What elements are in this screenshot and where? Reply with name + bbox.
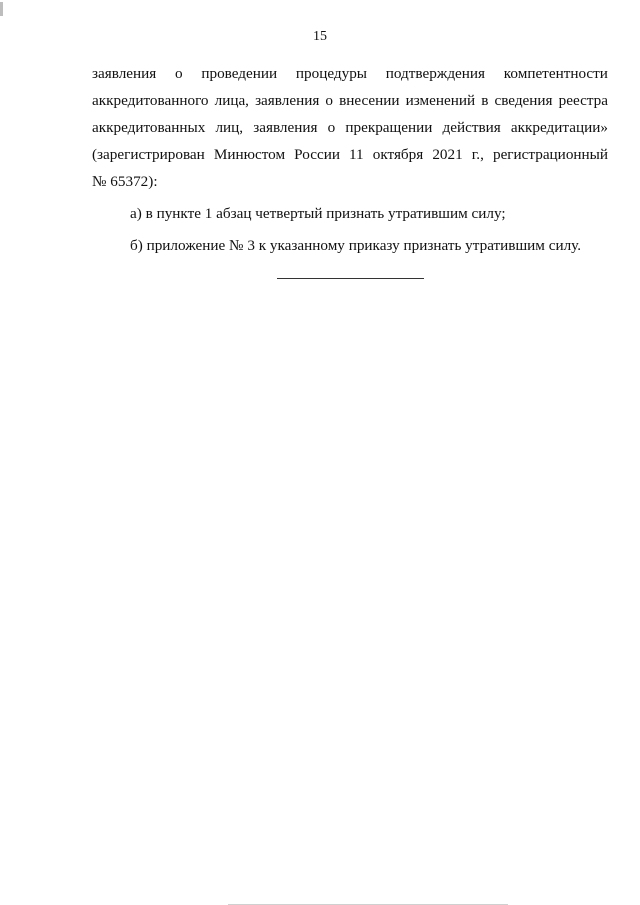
word: 11 xyxy=(349,146,364,163)
word: заявления xyxy=(92,65,157,82)
word: внесении xyxy=(339,92,400,109)
word: аккредитованных xyxy=(92,119,206,136)
word: компетентности xyxy=(503,65,608,82)
paragraph-line-2 xyxy=(92,87,608,114)
page-number: 15 xyxy=(313,29,327,44)
word: лиц, xyxy=(215,119,244,136)
word: октября xyxy=(372,146,424,163)
word: лица, xyxy=(214,92,249,109)
closing-divider-line xyxy=(277,278,424,279)
word: регистрационный xyxy=(492,146,608,163)
word: аккредитованного xyxy=(92,92,209,109)
word: Минюстом xyxy=(213,146,286,163)
word: изменений xyxy=(405,92,476,109)
word: 2021 xyxy=(432,146,463,163)
list-item-b: б) приложение № 3 к указанному приказу признать утратившим силу. xyxy=(130,237,582,254)
word: аккредитации» xyxy=(510,119,608,136)
document-body xyxy=(92,60,608,262)
word: о xyxy=(175,65,183,82)
word: реестра xyxy=(558,92,608,109)
word: действия xyxy=(442,119,501,136)
paragraph-line-5: № 65372): xyxy=(92,173,158,190)
word: о xyxy=(327,119,336,136)
paragraph-line-1 xyxy=(92,60,608,87)
word: проведении xyxy=(201,65,278,82)
paragraph-line-4 xyxy=(92,141,608,168)
word: сведения xyxy=(494,92,553,109)
paragraph-line-3 xyxy=(92,114,608,141)
word: подтверждения xyxy=(385,65,486,82)
word: заявления xyxy=(253,119,318,136)
word: в xyxy=(481,92,489,109)
word: прекращении xyxy=(345,119,433,136)
word: России xyxy=(294,146,340,163)
scan-edge-mark xyxy=(0,2,3,16)
word: г., xyxy=(471,146,484,163)
list-item-a: а) в пункте 1 абзац четвертый признать утратившим силу; xyxy=(130,205,506,222)
word: (зарегистрирован xyxy=(92,146,205,163)
word: процедуры xyxy=(295,65,368,82)
word: о xyxy=(325,92,333,109)
word: заявления xyxy=(255,92,320,109)
